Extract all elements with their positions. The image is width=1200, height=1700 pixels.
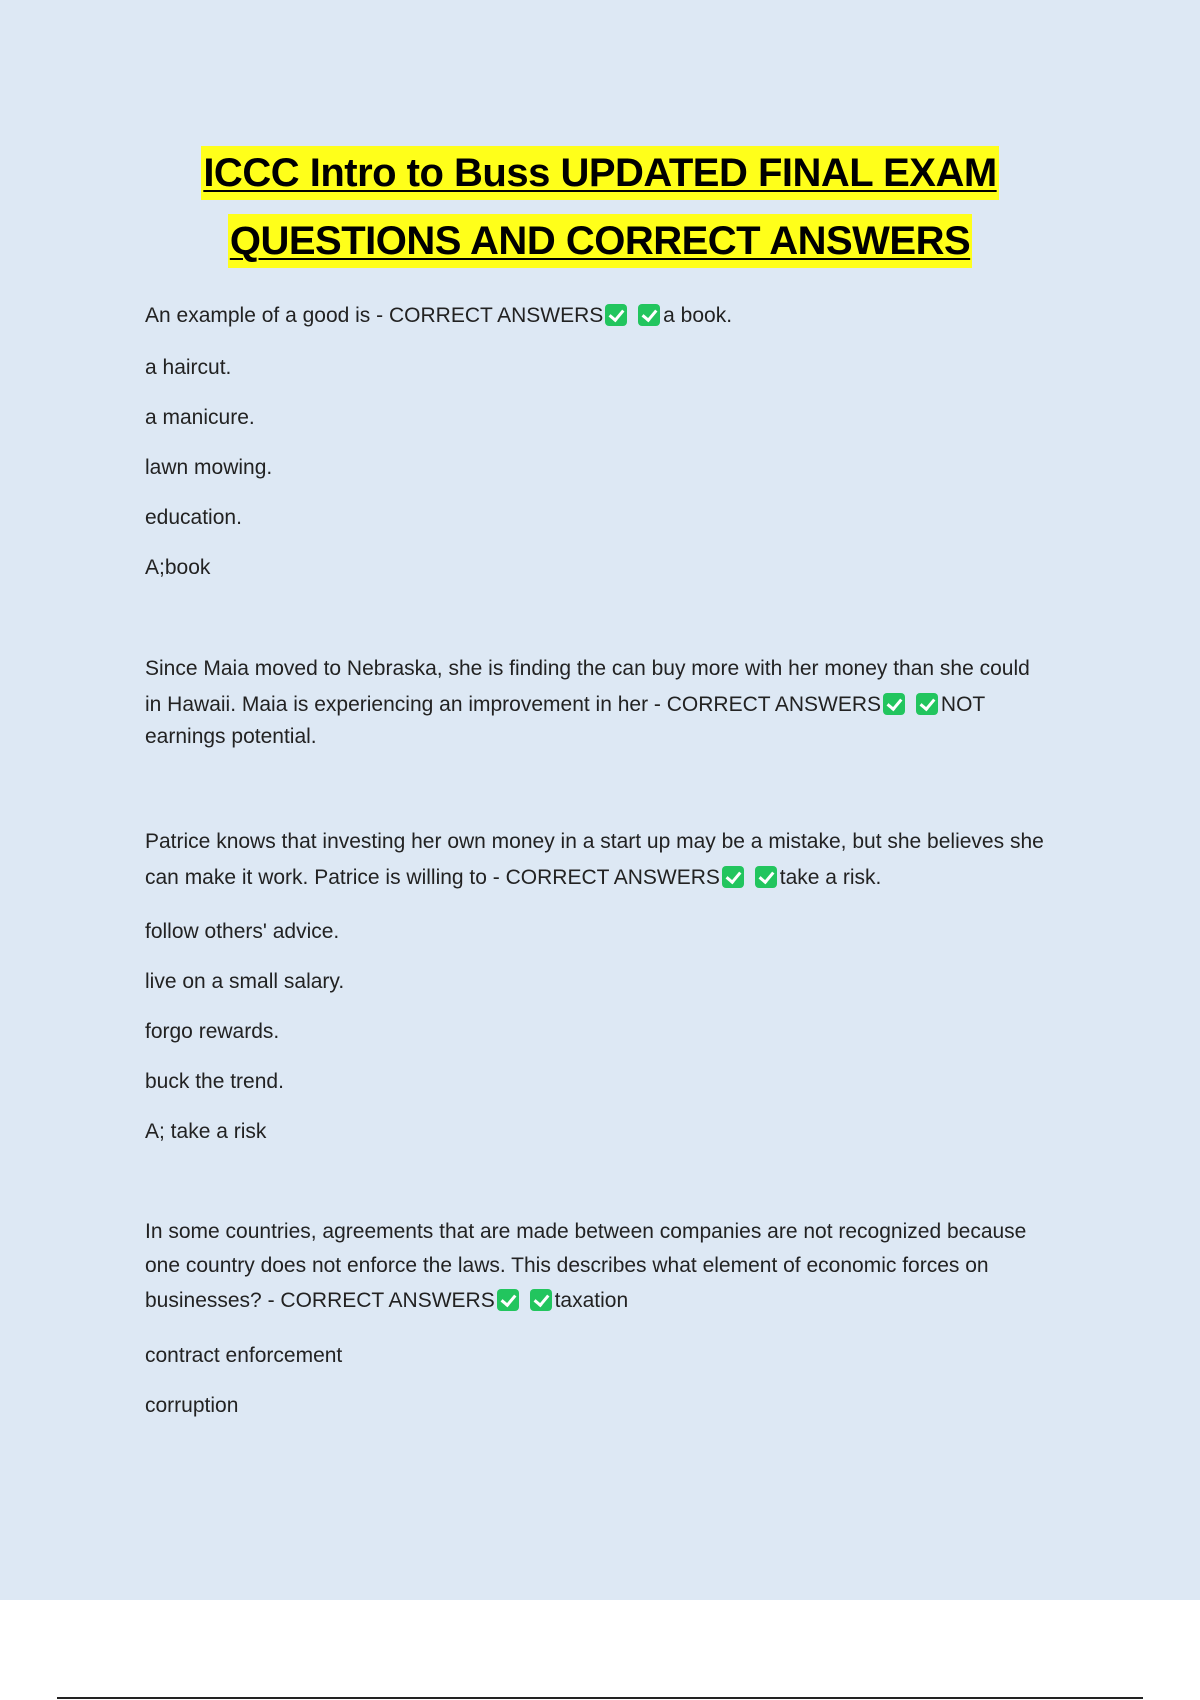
green-check-mark-icon (722, 866, 744, 888)
question-3-option-1: follow others' advice. (145, 920, 340, 943)
question-1 (145, 298, 1095, 334)
green-check-mark-icon (605, 304, 627, 326)
question-1-text (145, 298, 1095, 334)
question-1-option-5: A;book (145, 556, 211, 579)
title-line-1: ICCC Intro to Buss UPDATED FINAL EXAM (201, 146, 998, 200)
green-check-mark-icon (638, 304, 660, 326)
question-3-line-1: Patrice knows that investing her own money in a start up may be a mistake, but she believes she (145, 830, 1044, 853)
question-1-option-1: a haircut. (145, 356, 232, 379)
question-4-prompt: businesses? - (145, 1289, 275, 1312)
footer-divider (57, 1697, 1143, 1699)
question-4-line-1: In some countries, agreements that are made between companies are not recognized because (145, 1220, 1027, 1243)
title-line-2: QUESTIONS AND CORRECT ANSWERS (228, 214, 972, 268)
question-3-option-2: live on a small salary. (145, 970, 345, 993)
answer-marker: CORRECT ANSWERS (280, 1289, 495, 1312)
question-2-line-2 (145, 687, 1095, 723)
question-4-answer: taxation (554, 1289, 629, 1312)
question-3-line-2 (145, 860, 1095, 896)
question-4 (145, 1215, 1095, 1319)
question-4-option-2: corruption (145, 1394, 239, 1417)
question-2-line-1: Since Maia moved to Nebraska, she is finding the can buy more with her money than she could (145, 657, 1030, 680)
question-1-option-4: education. (145, 506, 242, 529)
question-4-option-1: contract enforcement (145, 1344, 343, 1367)
question-3-option-4: buck the trend. (145, 1070, 284, 1093)
question-1-option-2: a manicure. (145, 406, 255, 429)
question-2 (145, 651, 1095, 753)
question-4-line-3 (145, 1283, 1095, 1319)
green-check-mark-icon (883, 693, 905, 715)
green-check-mark-icon (755, 866, 777, 888)
green-check-mark-icon (916, 693, 938, 715)
answer-marker: CORRECT ANSWERS (505, 866, 720, 889)
document-title (0, 146, 1200, 282)
answer-marker: CORRECT ANSWERS (666, 693, 882, 716)
question-3 (145, 824, 1095, 896)
question-1-option-3: lawn mowing. (145, 456, 273, 479)
question-3-option-3: forgo rewards. (145, 1020, 280, 1043)
question-2-answer-continuation: earnings potential. (145, 725, 317, 748)
question-4-line-2: one country does not enforce the laws. This describes what element of economic forces on (145, 1254, 989, 1277)
green-check-mark-icon (497, 1289, 519, 1311)
question-3-option-5: A; take a risk (145, 1120, 267, 1143)
question-2-answer: NOT (940, 693, 986, 716)
answer-marker: CORRECT ANSWERS (388, 304, 604, 327)
question-3-answer: take a risk. (779, 866, 882, 889)
question-1-prompt: An example of a good is - (145, 304, 384, 327)
question-1-answer: a book. (663, 304, 733, 327)
green-check-mark-icon (530, 1289, 552, 1311)
question-2-prompt: in Hawaii. Maia is experiencing an improvement in her - (145, 693, 661, 716)
question-3-prompt: can make it work. Patrice is willing to - (145, 866, 500, 889)
